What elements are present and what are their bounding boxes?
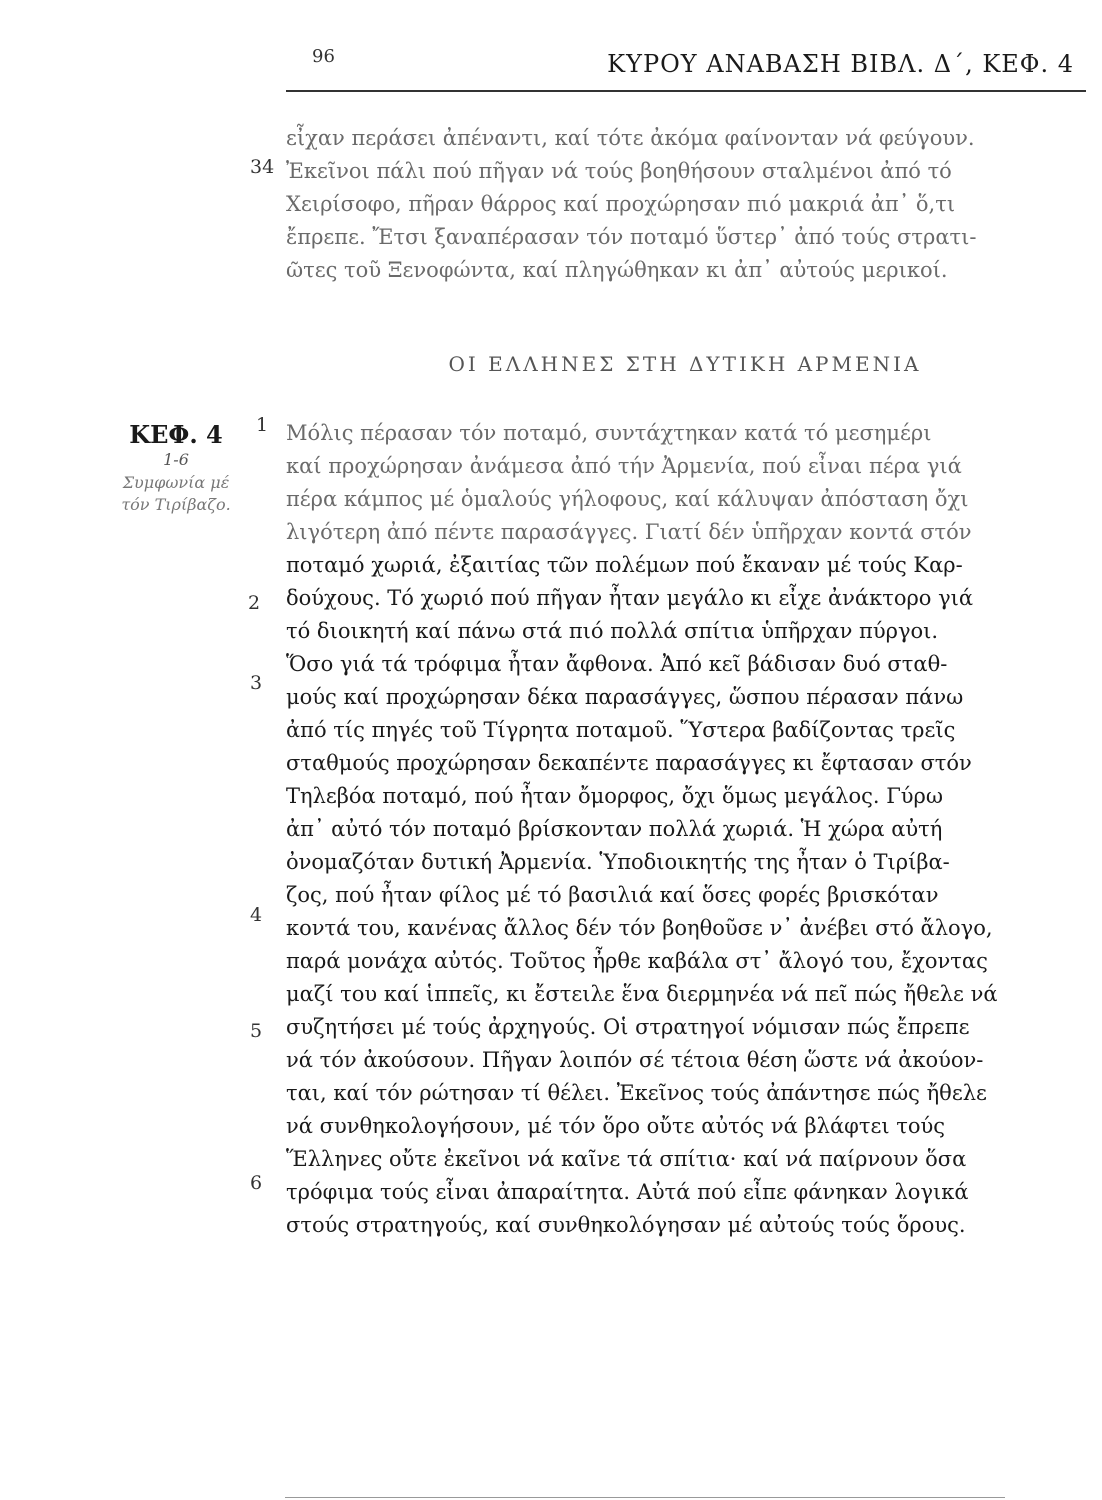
top-margin-number: 34 (250, 156, 275, 178)
text-line: ἀπ᾽ αὐτό τόν ποταμό βρίσκονταν πολλά χωριά. Ἡ χώρα αὐτή (286, 817, 943, 841)
text-line: Τηλεβόα ποταμό, πού ἦταν ὄμορφος, ὄχι ὅμως μεγάλος. Γύρω (286, 784, 944, 808)
main-paragraph (286, 417, 1084, 1242)
header-rule (286, 90, 1086, 92)
text-line: Ἐκεῖνοι πάλι πού πῆγαν νά τούς βοηθήσουν σταλμένοι ἀπό τό (286, 159, 952, 183)
chapter-note-line: τόν Τιρίβαζο. (121, 495, 231, 514)
text-line: σταθμούς προχώρησαν δεκαπέντε παρασάγγες κι ἔφτασαν στόν (286, 751, 972, 775)
text-line: Χειρίσοφο, πῆραν θάρρος καί προχώρησαν πιό μακριά ἀπ᾽ ὅ,τι (286, 192, 956, 216)
text-line: συζητήσει μέ τούς ἀρχηγούς. Οἱ στρατηγοί νόμισαν πώς ἔπρεπε (286, 1015, 970, 1039)
paragraph-number: 6 (250, 1172, 263, 1194)
text-line: λιγότερη ἀπό πέντε παρασάγγες. Γιατί δέν ὑπῆρχαν κοντά στόν (286, 520, 972, 544)
text-line: ῶτες τοῦ Ξενοφώντα, καί πληγώθηκαν κι ἀπ᾽ αὐτούς μερικοί. (286, 258, 948, 282)
bottom-rule (285, 1497, 1005, 1498)
text-line: Μόλις πέρασαν τόν ποταμό, συντάχτηκαν κατά τό μεσημέρι (286, 421, 932, 445)
chapter-note-line: Συμφωνία μέ (122, 473, 230, 492)
text-line: μαζί του καί ἱππεῖς, κι ἔστειλε ἕνα διερμηνέα νά πεῖ πώς ἤθελε νά (286, 982, 998, 1006)
text-line: πέρα κάμπος μέ ὁμαλούς γήλοφους, καί κάλυψαν ἀπόσταση ὄχι (286, 487, 969, 511)
page-number: 96 (312, 46, 335, 67)
section-heading: ΟΙ ΕΛΛΗΝΕΣ ΣΤΗ ΔΥΤΙΚΗ ΑΡΜΕΝΙΑ (448, 352, 922, 376)
text-line: νά συνθηκολογήσουν, μέ τόν ὅρο οὔτε αὐτός νά βλάφτει τούς (286, 1114, 946, 1138)
paragraph-number: 2 (248, 592, 261, 614)
chapter-note (106, 472, 246, 516)
text-line: ἀπό τίς πηγές τοῦ Τίγρητα ποταμοῦ. Ὕστερα βαδίζοντας τρεῖς (286, 718, 956, 742)
text-line: ζος, πού ἦταν φίλος μέ τό βασιλιά καί ὅσες φορές βρισκόταν (286, 883, 939, 907)
chapter-range: 1-6 (163, 450, 189, 469)
text-line: τό διοικητή καί πάνω στά πιό πολλά σπίτια ὑπῆρχαν πύργοι. (286, 619, 939, 643)
text-line: Ὅσο γιά τά τρόφιμα ἦταν ἄφθονα. Ἀπό κεῖ βάδισαν δυό σταθ- (286, 652, 948, 676)
text-line: τρόφιμα τούς εἶναι ἀπαραίτητα. Αὐτά πού εἶπε φάνηκαν λογικά (286, 1180, 969, 1204)
paragraph-number: 1 (256, 414, 269, 436)
text-line: δούχους. Τό χωριό πού πῆγαν ἦταν μεγάλο κι εἶχε ἀνάκτορο γιά (286, 586, 974, 610)
text-line: μούς καί προχώρησαν δέκα παρασάγγες, ὥσπου πέρασαν πάνω (286, 685, 964, 709)
top-paragraph (286, 122, 1084, 287)
text-line: ται, καί τόν ρώτησαν τί θέλει. Ἐκεῖνος τούς ἀπάντησε πώς ἤθελε (286, 1081, 987, 1105)
text-line: παρά μονάχα αὐτός. Τοῦτος ἦρθε καβάλα στ᾽ ἄλογό του, ἔχοντας (286, 949, 988, 973)
chapter-label: ΚΕΦ. 4 (129, 420, 223, 449)
paragraph-number: 3 (250, 672, 263, 694)
text-line: Ἕλληνες οὔτε ἐκεῖνοι νά καῖνε τά σπίτια· καί νά παίρνουν ὅσα (286, 1147, 967, 1171)
text-line: καί προχώρησαν ἀνάμεσα ἀπό τήν Ἀρμενία, πού εἶναι πέρα γιά (286, 454, 962, 478)
text-line: ἔπρεπε. Ἔτσι ξαναπέρασαν τόν ποταμό ὕστερ᾽ ἀπό τούς στρατι- (286, 225, 977, 249)
paragraph-number: 5 (250, 1020, 263, 1042)
text-line: ποταμό χωριά, ἐξαιτίας τῶν πολέμων πού ἔκαναν μέ τούς Καρ- (286, 553, 963, 577)
paragraph-number: 4 (250, 904, 263, 926)
text-line: κοντά του, κανένας ἄλλος δέν τόν βοηθοῦσε ν᾽ ἀνέβει στό ἄλογο, (286, 916, 993, 940)
text-line: εἶχαν περάσει ἀπέναντι, καί τότε ἀκόμα φαίνονταν νά φεύγουν. (286, 126, 975, 150)
running-title: ΚΥΡΟΥ ΑΝΑΒΑΣΗ ΒΙΒΛ. Δ΄, ΚΕΦ. 4 (607, 50, 1074, 78)
text-line: ὀνομαζόταν δυτική Ἀρμενία. Ὑποδιοικητής της ἦταν ὁ Τιρίβα- (286, 850, 950, 874)
text-line: στούς στρατηγούς, καί συνθηκολόγησαν μέ αὐτούς τούς ὅρους. (286, 1213, 966, 1237)
text-line: νά τόν ἀκούσουν. Πῆγαν λοιπόν σέ τέτοια θέση ὥστε νά ἀκούον- (286, 1048, 984, 1072)
